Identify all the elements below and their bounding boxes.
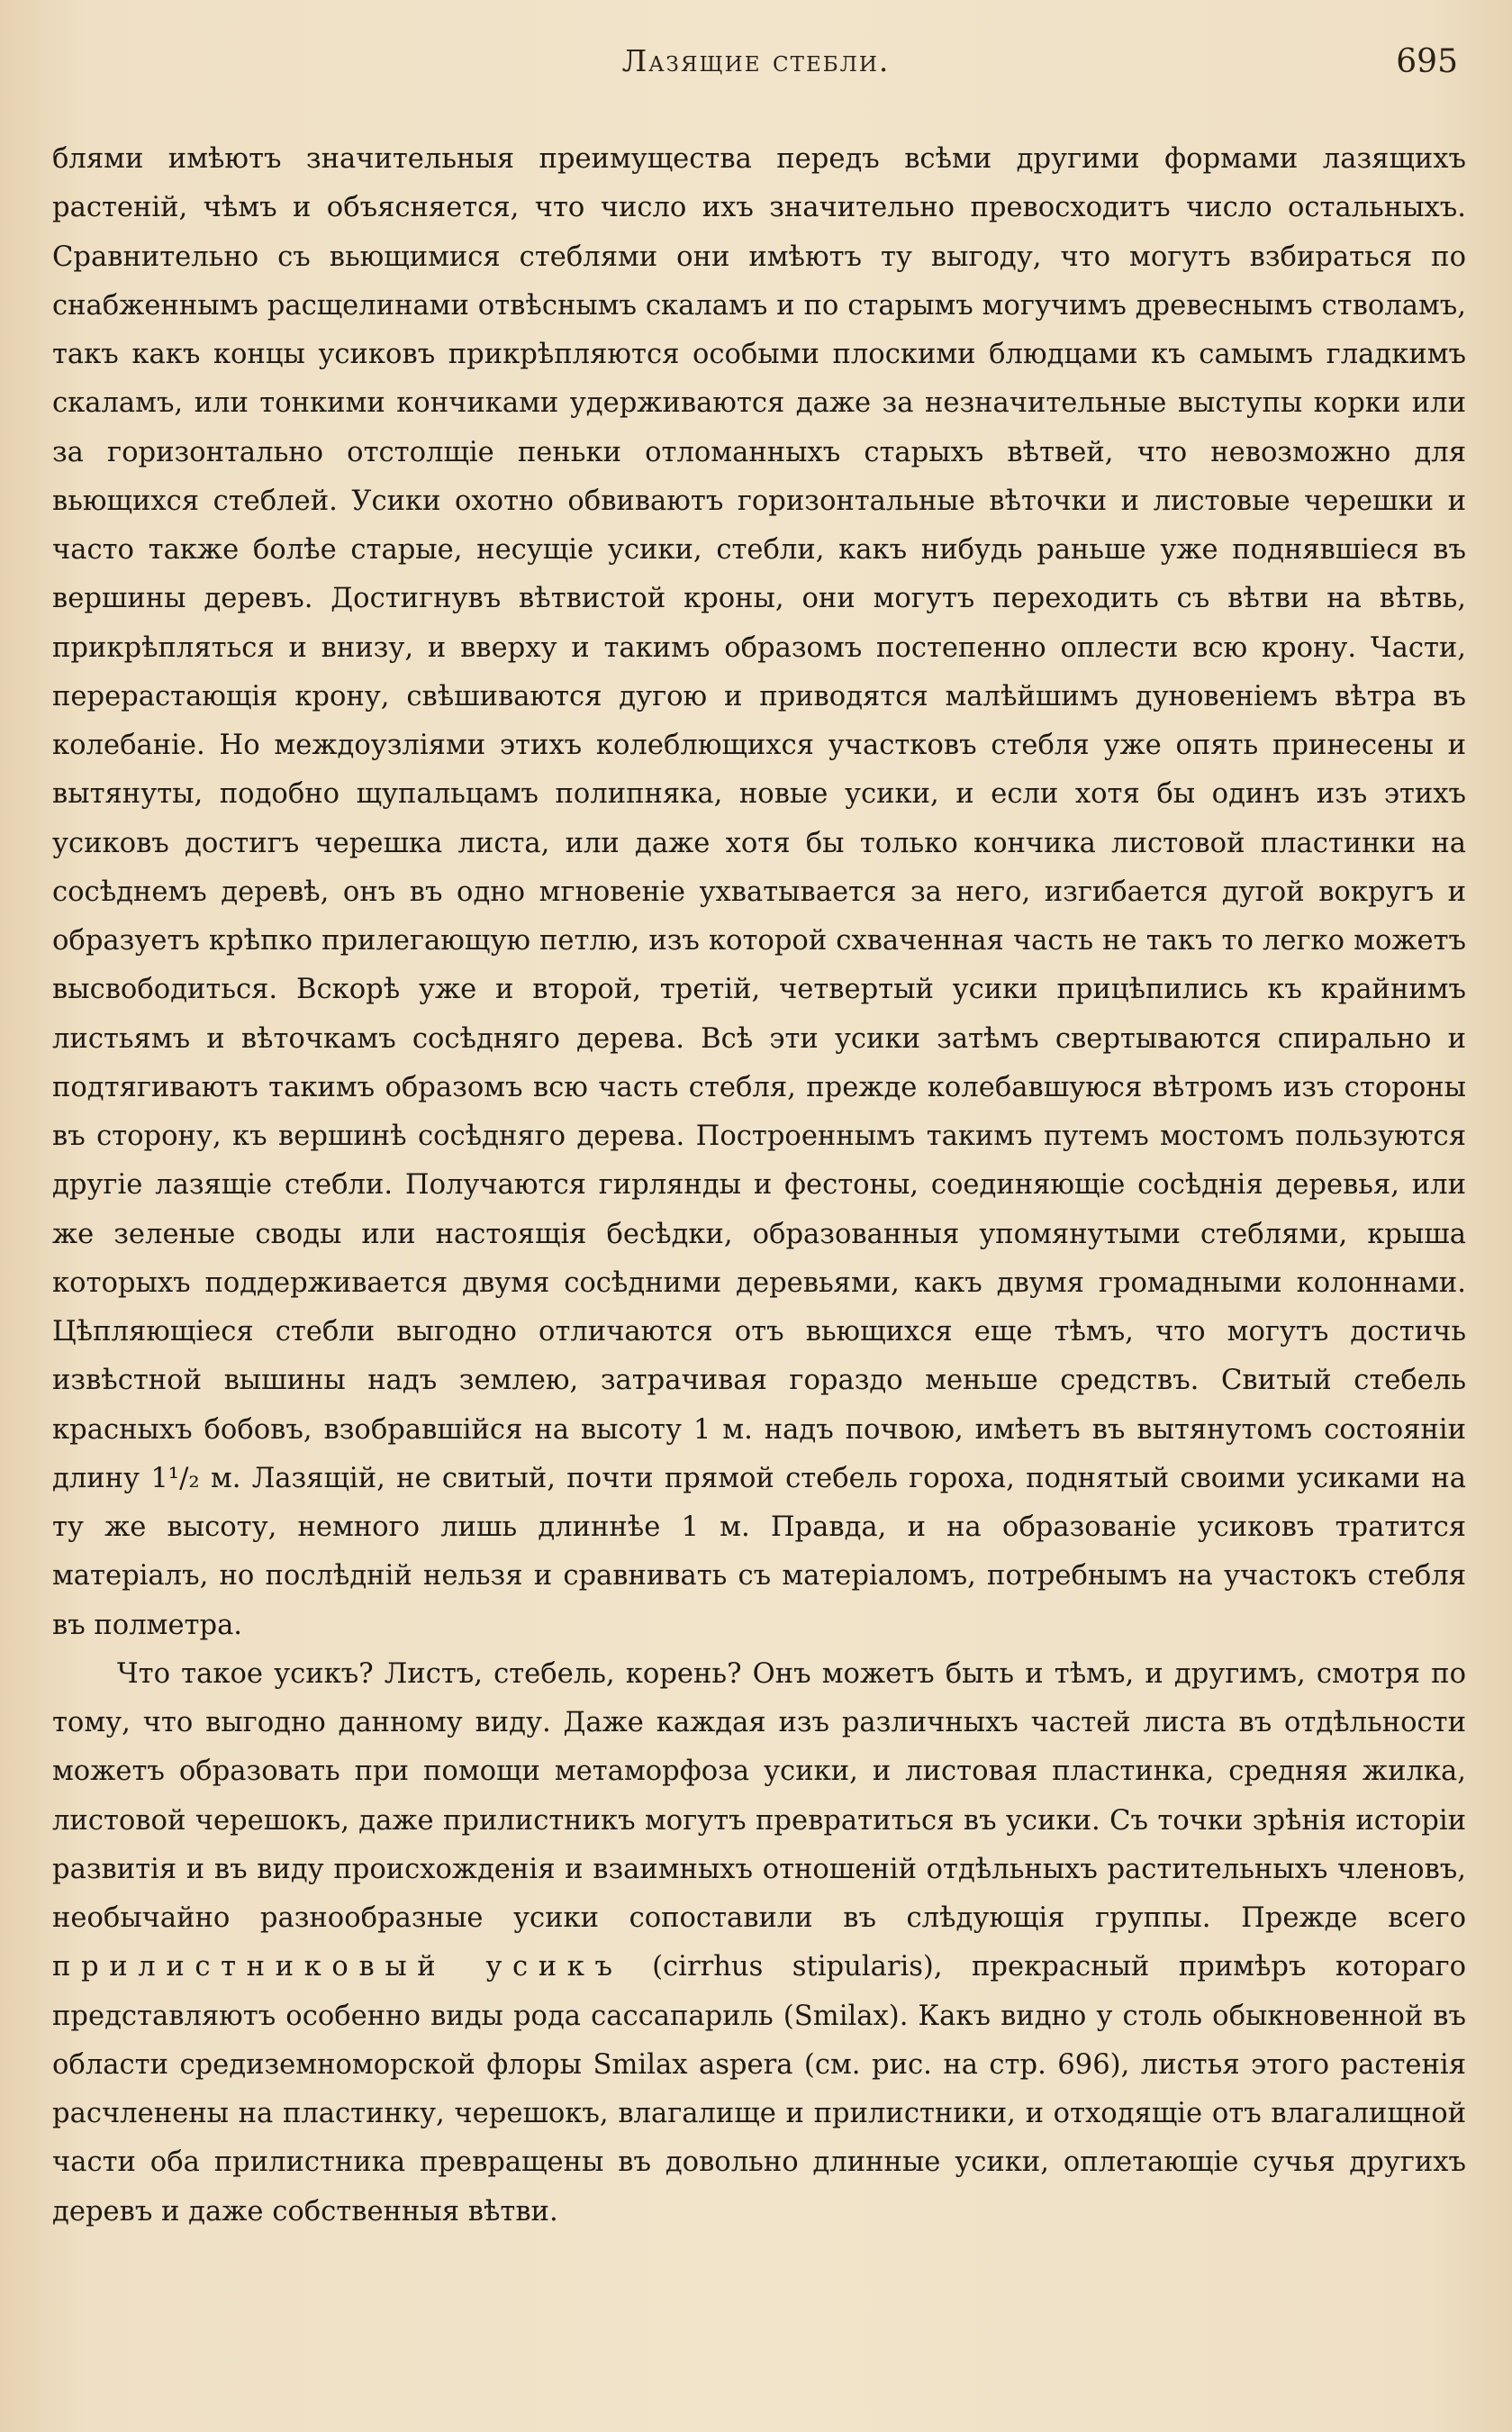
- body-text: [52, 135, 1466, 2237]
- page-number: 695: [1396, 43, 1458, 80]
- page-title: Лазящие стебли.: [621, 43, 891, 78]
- paragraph-2-text-after: (cirrhus stipularis), прекрасный примѣръ котораго представляютъ особенно виды рода сассапариль (Smilax). Какъ видно у столь обыкновенной въ области средиземноморской флоры Smilax aspera (см. рис. на стр. 696), листья этого растенія расчленены на пластинку, черешокъ, влагалище и прилистники, и отходящіе отъ влагалищной части оба прилистника превращены въ довольно длинные усики, оплетающіе сучья другихъ деревъ и даже собственныя вѣтви.: [52, 1951, 1467, 2228]
- paragraph-2: [52, 1650, 1466, 2237]
- paragraph-1: блями имѣютъ значительныя преимущества передъ всѣми другими формами лазящихъ растеній, чѣмъ и объясняется, что число ихъ значительно превосходитъ число остальныхъ. Сравнительно съ вьющимися стеблями они имѣютъ ту выгоду, что могутъ взбираться по снабженнымъ расщелинами отвѣснымъ скаламъ и по старымъ могучимъ древеснымъ стволамъ, такъ какъ концы усиковъ прикрѣпляются особыми плоскими блюдцами къ самымъ гладкимъ скаламъ, или тонкими кончиками удерживаются даже за незначительные выступы корки или за горизонтально отстолщіе пеньки отломанныхъ старыхъ вѣтвей, что невозможно для вьющихся стеблей. Усики охотно обвиваютъ горизонтальные вѣточки и листовые черешки и часто также болѣе старые, несущіе усики, стебли, какъ нибудь раньше уже поднявшіеся въ вершины деревъ. Достигнувъ вѣтвистой кроны, они могутъ переходить съ вѣтви на вѣтвь, прикрѣпляться и внизу, и вверху и такимъ образомъ постепенно оплести всю крону. Части, перерастающія крону, свѣшиваются дугою и приводятся малѣйшимъ дуновеніемъ вѣтра въ колебаніе. Но междоузліями этихъ колеблющихся участковъ стебля уже опять принесены и вытянуты, подобно щупальцамъ полипняка, новые усики, и если хотя бы одинъ изъ этихъ усиковъ достигъ черешка листа, или даже хотя бы только кончика листовой пластинки на сосѣднемъ деревѣ, онъ въ одно мгновеніе ухватывается за него, изгибается дугой вокругъ и образуетъ крѣпко прилегающую петлю, изъ которой схваченная часть не такъ то легко можетъ высвободиться. Вскорѣ уже и второй, третій, четвертый усики прицѣпились къ крайнимъ листьямъ и вѣточкамъ сосѣдняго дерева. Всѣ эти усики затѣмъ свертываются спирально и подтягиваютъ такимъ образомъ всю часть стебля, прежде колебавшуюся вѣтромъ изъ стороны въ сторону, къ вершинѣ сосѣдняго дерева. Построеннымъ такимъ путемъ мостомъ пользуются другіе лазящіе стебли. Получаются гирлянды и фестоны, соединяющіе сосѣднія деревья, или же зеленые своды или настоящія бесѣдки, образованныя упомянутыми стеблями, крыша которыхъ поддерживается двумя сосѣдними деревьями, какъ двумя громадными колоннами. Цѣпляющіеся стебли выгодно отличаются отъ вьющихся еще тѣмъ, что могутъ достичь извѣстной вышины надъ землею, затрачивая гораздо меньше средствъ. Свитый стебель красныхъ бобовъ, взобравшійся на высоту 1 м. надъ почвою, имѣетъ въ вытянутомъ состояніи длину 1¹/₂ м. Лазящій, не свитый, почти прямой стебель гороха, поднятый своими усиками на ту же высоту, немного лишь длиннѣе 1 м. Правда, и на образованіе усиковъ тратится матеріалъ, но послѣдній нельзя и сравнивать съ матеріаломъ, потребнымъ на участокъ стебля въ полметра.: [52, 143, 1466, 1641]
- paragraph-2-text-before: Что такое усикъ? Листъ, стебель, корень? Онъ можетъ быть и тѣмъ, и другимъ, смотря по тому, что выгодно данному виду. Даже каждая изъ различныхъ частей листа въ отдѣльности можетъ образовать при помощи метаморфоза усики, и листовая пластинка, средняя жилка, листовой черешокъ, даже прилистникъ могутъ превратиться въ усики. Съ точки зрѣнія исторіи развитія и въ виду происхожденія и взаимныхъ отношеній отдѣльныхъ растительныхъ членовъ, необычайно разнообразные усики сопоставили въ слѣдующія группы. Прежде всего: [52, 1657, 1466, 1934]
- running-head: [54, 43, 1458, 88]
- spaced-term: прилистниковый усикъ: [52, 1951, 623, 1983]
